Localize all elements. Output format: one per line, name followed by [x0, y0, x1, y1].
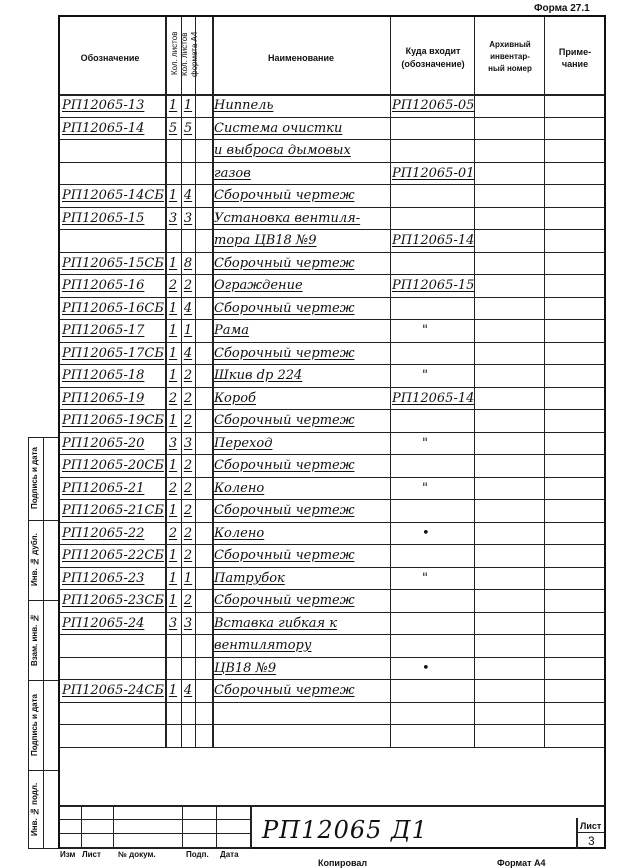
cell-name: Сборочный чертеж	[214, 413, 355, 428]
cell-sheets: 1	[168, 413, 178, 428]
cell-sheets: 1	[168, 683, 178, 698]
cell-sheets: 1	[168, 570, 178, 586]
column-divider	[195, 17, 196, 747]
header-name: Наименование	[267, 53, 335, 63]
header-archive-2: инвентар-	[490, 52, 530, 61]
row-divider	[60, 162, 604, 163]
cell-a4: 4	[183, 345, 193, 361]
cell-designation: РП12065-21СБ	[62, 503, 164, 518]
sheet-number: 3	[588, 834, 595, 848]
form-label: Форма 27.1	[534, 3, 590, 14]
cell-name: Колено	[214, 480, 265, 496]
cell-designation: РП12065-22СБ	[62, 548, 164, 563]
cell-a4: 2	[183, 278, 193, 293]
cell-name: газов	[214, 165, 251, 181]
cell-designation: РП12065-18	[62, 368, 145, 383]
cell-a4: 2	[183, 458, 193, 473]
cell-name: Сборочный чертеж	[214, 503, 355, 518]
cell-a4: 5	[183, 120, 193, 136]
cell-name: Короб	[214, 390, 256, 406]
cell-where: РП12065-14	[392, 390, 475, 406]
header-where-used-2: (обозначение)	[401, 59, 465, 69]
sheet-label: Лист	[580, 821, 602, 831]
side-stamp-divider	[28, 600, 58, 601]
row-divider	[60, 477, 604, 478]
row-divider	[60, 634, 604, 635]
cell-name: ЦВ18 №9	[214, 660, 277, 676]
cell-where: "	[422, 570, 428, 586]
sheet-cell-divider	[576, 818, 578, 849]
cell-where: "	[422, 323, 428, 338]
side-stamp-divider	[28, 770, 58, 771]
cell-designation: РП12065-24	[62, 615, 145, 631]
cell-name: Сборочный чертеж	[214, 255, 355, 271]
col-list: Лист	[82, 850, 101, 859]
doc-code: РП12065 Д1	[262, 816, 428, 844]
cell-sheets: 3	[168, 210, 178, 226]
header-note-1: Приме-	[558, 47, 592, 57]
row-divider	[60, 544, 604, 545]
cell-sheets: 1	[168, 98, 178, 113]
title-block-row	[60, 847, 250, 849]
cell-sheets: 1	[168, 323, 178, 338]
cell-sheets: 1	[168, 503, 178, 518]
cell-sheets: 1	[168, 458, 178, 473]
cell-designation: РП12065-16	[62, 278, 145, 293]
row-divider	[60, 522, 604, 523]
cell-where: РП12065-05	[392, 98, 475, 113]
cell-a4: 4	[183, 300, 193, 316]
cell-designation: РП12065-17	[62, 323, 145, 338]
header-archive-3: ный номер	[488, 64, 532, 73]
row-divider	[60, 342, 604, 343]
cell-designation: РП12065-19	[62, 390, 145, 406]
cell-a4: 4	[183, 683, 193, 698]
row-divider	[60, 207, 604, 208]
col-sign: Подп.	[186, 850, 209, 859]
cell-designation: РП12065-15СБ	[62, 255, 164, 271]
row-divider	[60, 184, 604, 185]
cell-name: Система очистки	[214, 120, 343, 136]
cell-a4: 2	[183, 525, 193, 541]
row-divider	[60, 387, 604, 388]
col-date: Дата	[220, 850, 239, 859]
cell-sheets: 1	[168, 548, 178, 563]
row-divider	[60, 364, 604, 365]
cell-where: РП12065-15	[392, 278, 475, 293]
cell-where: •	[422, 660, 430, 676]
cell-name: Сборочный чертеж	[214, 593, 355, 608]
row-divider	[60, 589, 604, 590]
cell-sheets: 1	[168, 368, 178, 383]
cell-name: Вставка гибкая к	[214, 615, 338, 631]
side-stamp-divider	[28, 520, 58, 521]
cell-sheets: 2	[168, 278, 178, 293]
cell-name: Шкив dр 224	[214, 368, 303, 383]
cell-where: "	[422, 368, 428, 383]
cell-a4: 2	[183, 503, 193, 518]
cell-sheets: 1	[168, 345, 178, 361]
cell-a4: 3	[183, 210, 193, 226]
column-divider	[390, 17, 391, 747]
footer-format: Формат А4	[497, 858, 546, 868]
cell-name: и выброса дымовых	[214, 143, 351, 158]
cell-designation: РП12065-22	[62, 525, 145, 541]
header-note-2: чание	[561, 59, 589, 69]
cell-designation: РП12065-20СБ	[62, 458, 164, 473]
cell-a4: 8	[183, 255, 193, 271]
cell-sheets: 1	[168, 300, 178, 316]
cell-a4: 4	[183, 188, 193, 203]
title-block-col	[81, 805, 82, 849]
cell-name: Сборочный чертеж	[214, 548, 355, 563]
side-label: Подпись и дата	[30, 447, 39, 510]
cell-designation: РП12065-23	[62, 570, 145, 586]
cell-sheets: 2	[168, 390, 178, 406]
cell-a4: 3	[183, 435, 193, 451]
column-divider	[474, 17, 475, 747]
title-block-col	[250, 805, 252, 849]
row-divider	[60, 274, 604, 275]
cell-a4: 2	[183, 480, 193, 496]
row-divider	[60, 252, 604, 253]
col-docnum: № докум.	[118, 850, 156, 859]
cell-where: "	[422, 435, 428, 451]
cell-sheets: 5	[168, 120, 178, 136]
cell-designation: РП12065-17СБ	[62, 345, 164, 361]
cell-designation: РП12065-15	[62, 210, 145, 226]
row-divider	[60, 702, 604, 703]
header-divider	[60, 94, 604, 96]
cell-name: Рама	[214, 323, 250, 338]
cell-name: Сборочный чертеж	[214, 300, 355, 316]
row-divider	[60, 567, 604, 568]
cell-designation: РП12065-14	[62, 120, 145, 136]
footer-copied: Копировал	[318, 858, 368, 868]
cell-a4: 2	[183, 413, 193, 428]
cell-name: Сборочный чертеж	[214, 458, 355, 473]
cell-designation: РП12065-24СБ	[62, 683, 164, 698]
title-block-col	[182, 805, 183, 849]
row-divider	[60, 499, 604, 500]
title-block-col	[113, 805, 114, 849]
row-divider	[60, 297, 604, 298]
header-archive-1: Архивный	[489, 40, 531, 49]
side-label: Инв. № дубл.	[30, 533, 39, 587]
cell-a4: 2	[183, 593, 193, 608]
side-stamp-divider	[43, 437, 44, 849]
title-block-top	[60, 805, 604, 807]
row-divider	[60, 454, 604, 455]
title-block-col	[216, 805, 217, 849]
header-designation: Обозначение	[80, 53, 140, 63]
header-sheets-count: Кол. листов	[170, 31, 179, 75]
cell-a4: 2	[183, 548, 193, 563]
cell-designation: РП12065-13	[62, 98, 145, 113]
row-divider	[60, 612, 604, 613]
cell-where: РП12065-01	[392, 165, 475, 181]
cell-a4: 2	[183, 390, 193, 406]
row-divider	[60, 432, 604, 433]
cell-sheets: 2	[168, 480, 178, 496]
row-divider	[60, 139, 604, 140]
col-izm: Изм	[60, 850, 76, 859]
cell-a4: 3	[183, 615, 193, 631]
cell-sheets: 3	[168, 435, 178, 451]
side-label: Взам. инв. №	[30, 613, 39, 667]
sheet-cell-row	[576, 832, 604, 833]
title-block-row	[60, 833, 250, 834]
cell-designation: РП12065-16СБ	[62, 300, 164, 316]
cell-sheets: 2	[168, 525, 178, 541]
cell-name: Патрубок	[214, 570, 285, 586]
cell-where: РП12065-14	[392, 233, 475, 248]
cell-where: •	[422, 525, 430, 541]
cell-a4: 1	[183, 570, 193, 586]
cell-name: Ограждение	[214, 278, 303, 293]
cell-sheets: 1	[168, 188, 178, 203]
side-stamp-divider	[28, 680, 58, 681]
header-a4-sheets: Кол. листов формата А4	[180, 31, 199, 77]
column-divider	[544, 17, 545, 747]
cell-designation: РП12065-14СБ	[62, 188, 164, 203]
cell-name: Ниппель	[214, 98, 274, 113]
cell-name: Колено	[214, 525, 265, 541]
row-divider	[60, 657, 604, 658]
cell-designation: РП12065-23СБ	[62, 593, 164, 608]
cell-designation: РП12065-20	[62, 435, 145, 451]
cell-sheets: 1	[168, 255, 178, 271]
cell-designation: РП12065-19СБ	[62, 413, 164, 428]
cell-name: вентилятору	[214, 638, 312, 653]
cell-name: Сборочный чертеж	[214, 683, 355, 698]
header-where-used-1: Куда входит	[405, 46, 461, 56]
row-divider	[60, 724, 604, 725]
row-divider	[60, 229, 604, 230]
side-label: Подпись и дата	[30, 694, 39, 756]
cell-name: Переход	[214, 435, 273, 451]
cell-a4: 1	[183, 98, 193, 113]
row-divider	[60, 319, 604, 320]
row-divider	[60, 409, 604, 410]
side-label: Инв. № подл.	[30, 782, 39, 837]
cell-name: Сборочный чертеж	[214, 188, 355, 203]
title-block-row	[60, 819, 250, 820]
cell-sheets: 3	[168, 615, 178, 631]
cell-name: Установка вентиля-	[214, 210, 361, 226]
row-divider	[60, 117, 604, 118]
cell-a4: 1	[183, 323, 193, 338]
cell-a4: 2	[183, 368, 193, 383]
row-divider	[60, 679, 604, 680]
cell-name: Сборочный чертеж	[214, 345, 355, 361]
cell-name: тора ЦВ18 №9	[214, 233, 317, 248]
cell-where: "	[422, 480, 428, 496]
row-divider	[60, 747, 604, 748]
cell-sheets: 1	[168, 593, 178, 608]
cell-designation: РП12065-21	[62, 480, 145, 496]
